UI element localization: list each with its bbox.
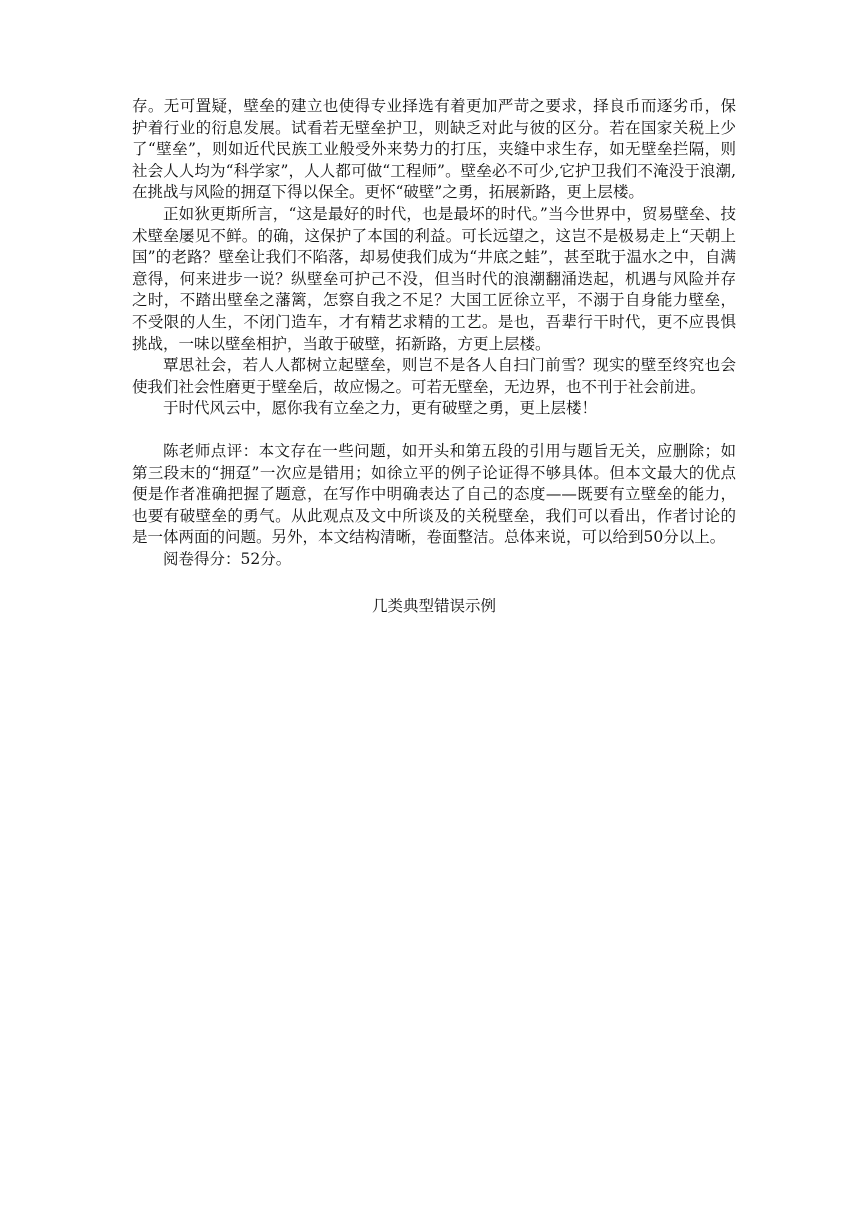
teacher-comment	[132, 441, 736, 571]
teacher-review: 陈老师点评：本文存在一些问题，如开头和第五段的引用与题旨无关，应删除；如第三段末的“拥趸”一次应是错用；如徐立平的例子论证得不够具体。但本文最大的优点便是作者准确把握了题意，在写作中明确表达了自己的态度——既要有立壁垒的能力，也要有破壁垒的勇气。从此观点及文中所谈及的关税壁垒，我们可以看出，作者讨论的是一体两面的问题。另外，本文结构清晰，卷面整洁。总体来说，可以给到50分以上。	[132, 441, 736, 547]
exam-score: 阅卷得分：52分。	[163, 549, 292, 568]
document-page	[132, 96, 736, 618]
essay-paragraph-2: 正如狄更斯所言，“这是最好的时代，也是最坏的时代。”当今世界中，贸易壁垒、技术壁垒屡见不鲜。的确，这保护了本国的利益。可长远望之，这岂不是极易走上“天朝上国”的老路？壁垒让我们不陷落，却易使我们成为“井底之蛙”，甚至耽于温水之中，自满意得，何来进步一说？纵壁垒可护己不没，但当时代的浪潮翻涌迭起，机遇与风险并存之时，不踏出壁垒之藩篱，怎察自我之不足？大国工匠徐立平，不溺于自身能力壁垒，不受限的人生，不闭门造车，才有精艺求精的工艺。是也，吾辈行干时代，更不应畏惧挑战，一味以壁垒相护，当敢于破壁，拓新路，方更上层楼。	[132, 204, 736, 353]
essay-paragraph-1: 存。无可置疑，壁垒的建立也使得专业择选有着更加严苛之要求，择良币而逐劣币，保护着行业的衍息发展。试看若无壁垒护卫，则缺乏对此与彼的区分。若在国家关税上少了“壁垒”，则如近代民族工业般受外来势力的打压，夹缝中求生存，如无壁垒拦隔，则社会人人均为“科学家”，人人都可做“工程师”。壁垒必不可少,它护卫我们不淹没于浪潮,在挑战与风险的拥趸下得以保全。更怀“破壁”之勇，拓展新路，更上层楼。	[132, 97, 736, 202]
essay-paragraph-3: 覃思社会，若人人都树立起壁垒，则岂不是各人自扫门前雪？现实的壁至终究也会使我们社会性磨更于壁垒后，故应惕之。可若无壁垒，无边界，也不刊于社会前进。	[132, 356, 736, 396]
essay-paragraph-4: 于时代风云中，愿你我有立垒之力，更有破壁之勇，更上层楼！	[163, 399, 598, 418]
section-title: 几类典型错误示例	[371, 597, 496, 616]
essay-body	[132, 96, 736, 420]
